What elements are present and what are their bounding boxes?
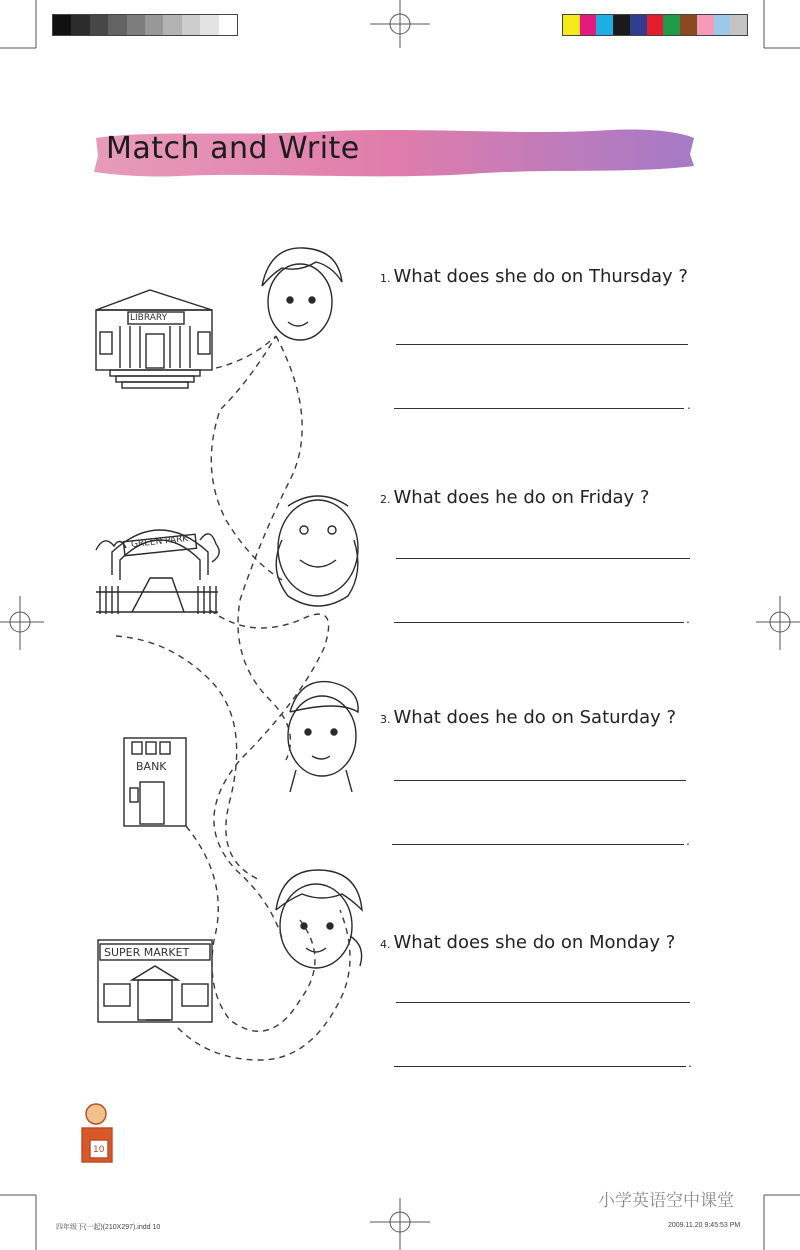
question-number: 2. (380, 493, 391, 506)
bank-icon (124, 738, 186, 826)
answer-line-2a[interactable] (396, 558, 690, 559)
bank-label: BANK (136, 760, 167, 773)
library-label: LIBRARY (130, 313, 168, 323)
question-2 (380, 487, 649, 508)
answer-line-3a[interactable] (394, 780, 686, 781)
face-boy-1 (288, 682, 358, 792)
watermark-text: 小学英语空中课堂 (598, 1191, 734, 1211)
face-girl-2 (276, 870, 362, 968)
print-timestamp: 2009.11.20 9:45:53 PM (668, 1222, 741, 1229)
period-mark: . (686, 832, 690, 848)
question-number: 4. (380, 938, 391, 951)
question-1 (380, 266, 688, 287)
answer-line-4a[interactable] (396, 1002, 690, 1003)
answer-line-3b[interactable] (392, 844, 684, 845)
supermarket-label: SUPER MARKET (104, 946, 190, 959)
period-mark: . (687, 396, 691, 412)
question-text: What does he do on Saturday ? (393, 707, 677, 728)
answer-line-2b[interactable] (394, 622, 684, 623)
face-man-1 (276, 496, 358, 606)
answer-line-1a[interactable] (396, 344, 688, 345)
question-4 (380, 932, 675, 953)
question-text: What does he do on Friday ? (393, 487, 650, 508)
answer-line-1b[interactable] (394, 408, 684, 409)
answer-line-4b[interactable] (394, 1066, 686, 1067)
period-mark: . (688, 1054, 692, 1070)
question-3 (380, 707, 676, 728)
question-text: What does she do on Thursday ? (393, 266, 688, 287)
page-number: 10 (93, 1145, 105, 1155)
period-mark: . (686, 610, 690, 626)
question-text: What does she do on Monday ? (393, 932, 676, 953)
park-label: GREEN PARK (130, 534, 189, 550)
question-number: 3. (380, 713, 391, 726)
question-number: 1. (380, 272, 391, 285)
page-title: Match and Write (106, 131, 360, 166)
file-info: 四年级下(一起)(210X297).indd 10 (56, 1224, 161, 1231)
face-girl-1 (262, 248, 342, 340)
library-icon (96, 290, 212, 388)
